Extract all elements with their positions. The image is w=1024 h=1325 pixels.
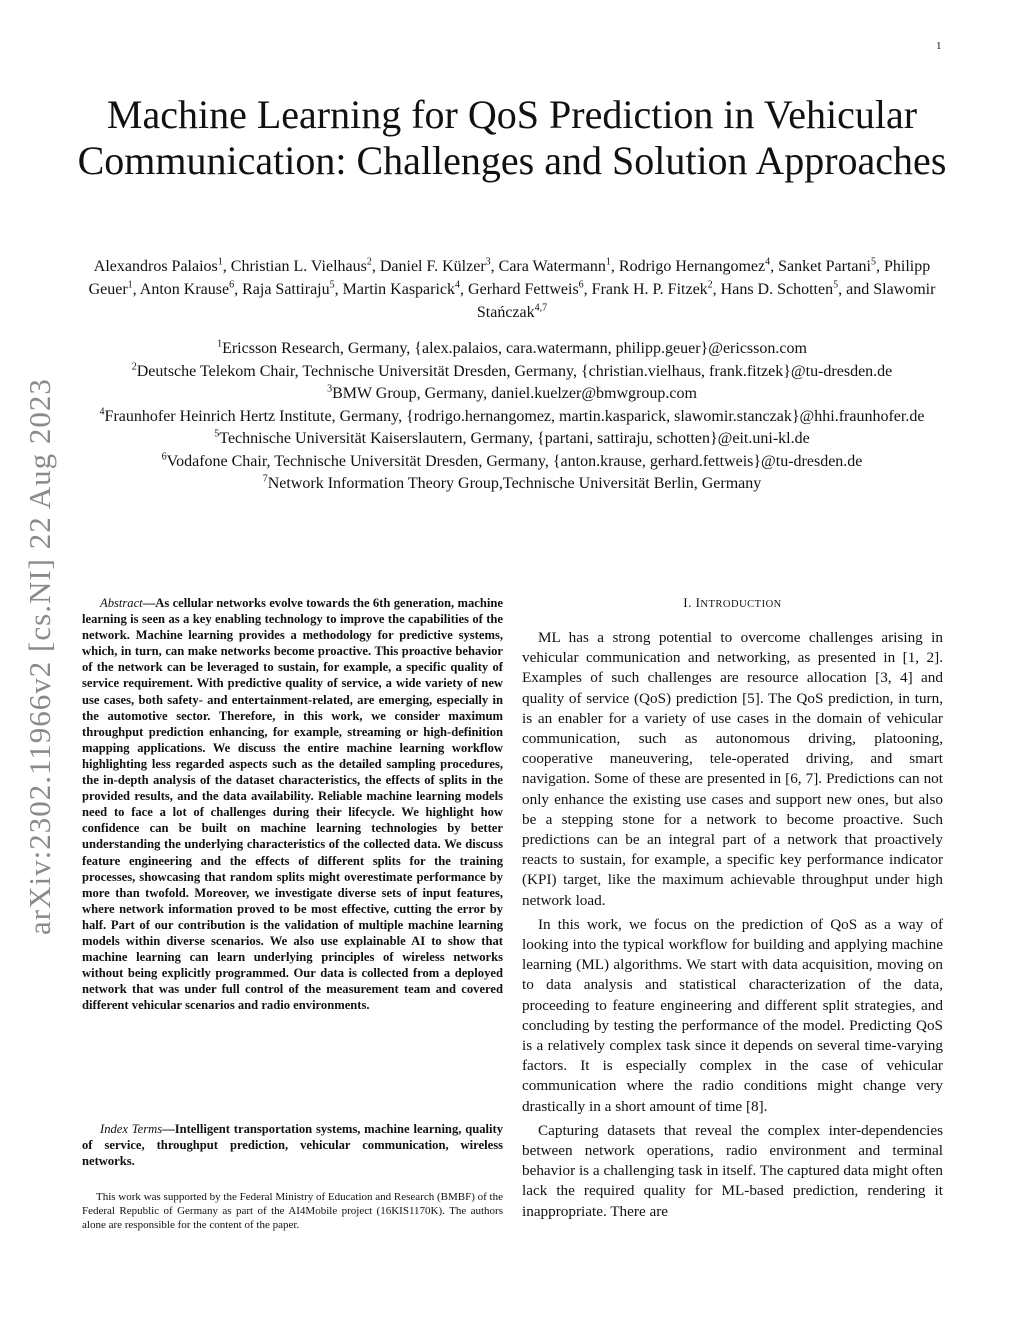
author: Christian L. Vielhaus$^2$, bbox=[230, 256, 380, 275]
author: Slawomir Stańczak$^{4,7}$ bbox=[476, 281, 936, 321]
affiliation: $^2$Deutsche Telekom Chair, Technische Universität Dresden, Germany, {christian.vielhaus, frank.fitzek}@tu-dresden.de bbox=[131, 361, 893, 380]
author: Sanket Partani$^5$, bbox=[778, 256, 884, 275]
abstract bbox=[82, 595, 503, 1013]
affiliation-list bbox=[70, 338, 954, 496]
index-terms-text: —Intelligent transportation systems, machine learning, quality of service, throughput prediction, vehicular communication, wireless networks. bbox=[82, 1122, 503, 1169]
paper-title: Machine Learning for QoS Prediction in Vehicular Communication: Challenges and Solution Approaches bbox=[77, 92, 947, 183]
arxiv-stamp: arXiv:2302.11966v2 [cs.NI] 22 Aug 2023 bbox=[22, 378, 57, 935]
author: Daniel F. Külzer$^3$, bbox=[379, 256, 499, 275]
abstract-label: Abstract bbox=[100, 596, 143, 610]
author: Raja Sattiraju$^5$, bbox=[242, 279, 343, 298]
abstract-text: —As cellular networks evolve towards the 6th generation, machine learning is seen as a key enabling technology to improve the capabilities of the network. Machine learning provides a methodology for predictive systems, which, in turn, can make networks become proactive. This proactive behavior of the network can be leveraged to sustain, for example, a specific quality of service requirement. With predictive quality of service, a wide variety of new use cases, both safety- and entertainment-related, are emerging, especially in the automotive sector. Therefore, in this work, we consider maximum throughput prediction enhancing, for example, streaming or high-definition mapping applications. We discuss the entire machine learning workflow highlighting less regarded aspects such as the detailed sampling procedures, the in-depth analysis of the dataset characteristics, the effects of splits in the provided results, and the data availability. Reliable machine learning models need to face a lot of challenges during their lifecycle. We highlight how confidence can be built on machine learning technologies by better understanding the underlying characteristics of the collected data. We discuss feature engineering and the effects of different splits for the training processes, showcasing that random splits might overestimate performance by more than twofold. Moreover, we investigate diverse sets of input features, where network information proved to be most effective, cutting the error by half. Part of our contribution is the validation of multiple machine learning models within diverse scenarios. We also use explainable AI to show that machine learning can learn underlying principles of wireless networks without being explicitly programmed. Our data is collected from a deployed network that was under full control of the measurement team and covered different vehicular scenarios and radio environments. bbox=[82, 596, 503, 1013]
author: Rodrigo Hernangomez$^4$, bbox=[618, 256, 779, 275]
affiliation: $^5$Technische Universität Kaiserslautern, Germany, {partani, sattiraju, schotten}@eit.uni-kl.de bbox=[214, 428, 810, 447]
section-heading: I. INTRODUCTION bbox=[683, 595, 782, 610]
author: Gerhard Fettweis$^6$, bbox=[468, 279, 592, 298]
affiliation: $^7$Network Information Theory Group,Technische Universität Berlin, Germany bbox=[262, 473, 762, 492]
author: Philipp Geuer$^1$, bbox=[88, 258, 931, 298]
affiliation: $^6$Vodafone Chair, Technische Universität Dresden, Germany, {anton.krause, gerhard.fettweis}@tu-dresden.de bbox=[161, 451, 863, 470]
author-list bbox=[70, 255, 954, 324]
author: Alexandros Palaios$^1$, bbox=[93, 256, 231, 275]
affiliation: $^4$Fraunhofer Heinrich Hertz Institute, Germany, {rodrigo.hernangomez, martin.kasparick, slawomir.stanczak}@hhi.fraunhofer.de bbox=[99, 406, 925, 425]
affiliation: $^3$BMW Group, Germany, daniel.kuelzer@bmwgroup.com bbox=[327, 383, 697, 402]
paragraph: In this work, we focus on the prediction of QoS as a way of looking into the typical workflow for building and applying machine learning (ML) algorithms. We start with data acquisition, moving on to data analysis and statistical characterization of the data, proceeding to feature engineering and different split strategies, and concluding by testing the performance of the model. Predicting QoS is a relatively complex task since it depends on several time-varying factors. It is especially complex in the case of vehicular communication where the radio conditions might change very drastically in a short amount of time [8]. bbox=[522, 915, 943, 1115]
paragraph: ML has a strong potential to overcome challenges arising in vehicular communication and networking, as presented in [1, 2]. Examples of such challenges are resource allocation [3, 4] and quality of service (QoS) prediction [5]. The QoS prediction, in turn, is an enabler for a variety of use cases in the domain of vehicular communication, such as autonomous driving, platooning, cooperative maneuvering, tele-operated driving, and smart navigation. Some of these are presented in [6, 7]. Predictions can not only enhance the existing use cases and support new ones, but also be a stepping stone for a network to become proactive. Such predictions can be an integral part of a network that proactively reacts to sustain, for example, a specific key performance indicator (KPI) target, like the maximum achievable throughput under high network load. bbox=[522, 629, 943, 909]
author: Frank H. P. Fitzek$^2$, bbox=[591, 279, 721, 298]
affiliation: $^1$Ericsson Research, Germany, {alex.palaios, cara.watermann, philipp.geuer}@ericsson.com bbox=[217, 338, 807, 357]
index-terms-label: Index Terms bbox=[100, 1122, 163, 1136]
author: Anton Krause$^6$, bbox=[139, 279, 243, 298]
introduction-body bbox=[522, 628, 943, 1226]
author: Hans D. Schotten$^5$, and bbox=[720, 279, 874, 298]
author: Martin Kasparick$^4$, bbox=[342, 279, 469, 298]
index-terms bbox=[82, 1121, 503, 1169]
page-number: 1 bbox=[936, 40, 942, 52]
author: Cara Watermann$^1$, bbox=[498, 256, 619, 275]
paragraph: Capturing datasets that reveal the complex inter-dependencies between network operations, radio environment and terminal behavior is a challenging task in itself. The captured data might often lack the required quality for ML-based prediction, rendering it inappropriate. There are bbox=[522, 1121, 943, 1220]
funding-footnote: This work was supported by the Federal Ministry of Education and Research (BMBF) of the Federal Republic of Germany as part of the AI4Mobile project (16KIS1170K). The authors alone are responsible for the content of the paper. bbox=[82, 1191, 503, 1231]
